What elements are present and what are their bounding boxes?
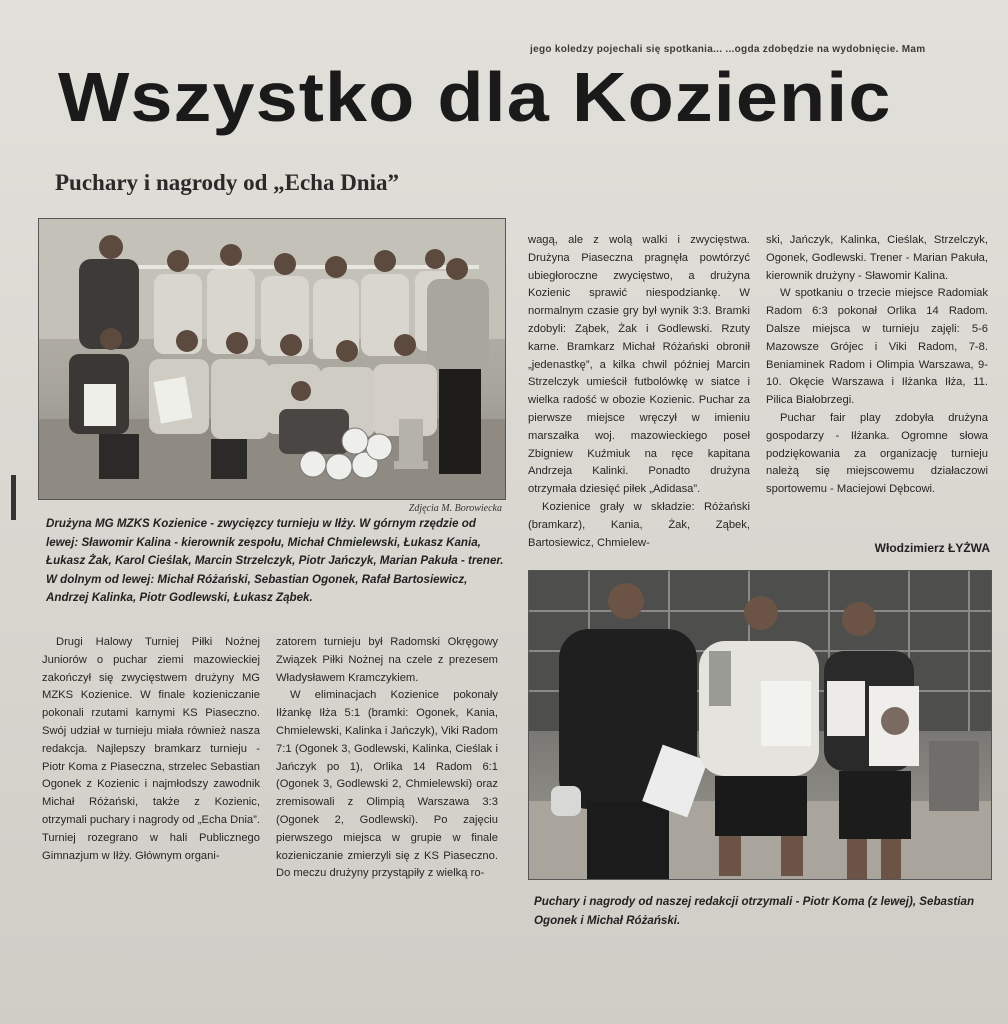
subheadline: Puchary i nagrody od „Echa Dnia” — [55, 170, 399, 195]
award-photo — [528, 570, 992, 880]
team-photo-illustration — [39, 219, 505, 499]
article-column-4 — [766, 232, 988, 499]
photo-credit: Zdjęcia M. Borowiecka — [408, 503, 502, 514]
cut-off-text-strip: jego koledzy pojechali się spotkania... ...ogda zdobędzie na wydobnięcie. Mam — [530, 44, 926, 55]
paragraph: Drugi Halowy Turniej Piłki Nożnej Juniorów o puchar ziemi mazowieckiej zakończył się zwycięstwem drużyny MG MZKS Kozienice. W finale kozieniczanie pokonali rzutami karnymi KS Piaseczno. Swój udział w turnieju miała również nasza redakcja. Najlepszy bramkarz turnieju - Piotr Koma z Piaseczna, strzelec Sebastian Ogonek z Kozienic i najmłodszy zawodnik Michał Różański, także z Kozienic, otrzymali puchary i nagrody od „Echa Dnia”. Turniej rozegrano w hali Publicznego Gimnazjum w Iłży. Głównym organi- — [42, 636, 260, 862]
paragraph: Kozienice grały w składzie: Różański (bramkarz), Kania, Żak, Ząbek, Bartosiewicz, Chmielew- — [528, 500, 750, 549]
paragraph: ski, Jańczyk, Kalinka, Cieślak, Strzelczyk, Ogonek, Godlewski. Trener - Marian Pakuła, kierownik drużyny - Sławomir Kalina. — [766, 234, 988, 282]
article-column-3 — [528, 232, 750, 552]
paragraph: zatorem turnieju był Radomski Okręgowy Związek Piłki Nożnej na czele z prezesem Władysławem Kramczykiem. — [276, 636, 498, 684]
award-photo-illustration — [529, 571, 991, 879]
award-photo-caption: Puchary i nagrody od naszej redakcji otrzymali - Piotr Koma (z lewej), Sebastian Ogonek i Michał Różański. — [534, 895, 975, 927]
paragraph: W spotkaniu o trzecie miejsce Radomiak Radom 6:3 pokonał Orlika 14 Radom. Dalsze miejsca w turnieju zajęli: 5-6 Mazowsze Grójec i Viki Radom, 7-8. Beniaminek Radom i Olimpia Warszawa, 9-10. Okęcie Warszawa i Iłżanka Iłża, 11. Pilica Białobrzegi. — [766, 287, 988, 407]
paragraph: wagą, ale z wolą walki i zwycięstwa. Drużyna Piaseczna pragnęła powtórzyć ubiegłoroczne zwycięstwo, a drużyna Kozienic sprawić niespodziankę. W normalnym czasie gry był wynik 3:3. Bramki zdobyli: Ząbek, Żak i Godlewski. Rzuty karne. Bramkarz Michał Różański obronił „jedenastkę”, a kilka chwil później Marcin Strzelczyk umieścił futbolówkę w siatce i wielka radość w obozie Kozienic. Puchar za pierwsze miejsce wręczył w imieniu marszałka woj. mazowieckiego poseł Zbigniew Kuźmiuk na ręce kapitana Andrzeja Kalinki. Ponadto drużyna otrzymała dziesięć piłek „Adidasa”. — [528, 234, 750, 496]
author-byline: Włodzimierz ŁYŻWA — [874, 541, 990, 555]
team-photo-caption: Drużyna MG MZKS Kozienice - zwycięzcy turnieju w Iłży. W górnym rzędzie od lewej: Sławomir Kalina - kierownik zespołu, Michał Chmielewski, Łukasz Kania, Łukasz Żak, Karol Cieślak, Marcin Strzelczyk, Piotr Jańczyk, Marian Pakuła - trener. W dolnym od lewej: Michał Różański, Sebastian Ogonek, Rafał Bartosiewicz, Andrzej Kalinka, Piotr Godlewski, Łukasz Ząbek. — [46, 517, 504, 604]
paragraph: W eliminacjach Kozienice pokonały Iłżankę Iłża 5:1 (bramki: Ogonek, Kania, Chmielewski, Kalinka i Jańczyk), Viki Radom 7:1 (Ogonek 3, Godlewski, Kalinka, Cieślak i Jańczyk po 1), Orlika 14 Radom 6:1 (Ogonek 3, Godlewski 2, Chmielewski) oraz zremisowali z Olimpią Warszawa 3:3 (Ogonek 2, Godlewski). Po zajęciu pierwszego miejsca w grupie w finale kozieniczanie zmierzyli się z KS Piaseczno. Do meczu drużyny przystąpiły z wielką ro- — [276, 689, 498, 880]
article-column-1 — [42, 634, 260, 865]
team-photo — [38, 218, 506, 500]
headline: Wszystko dla Kozienic — [58, 58, 892, 136]
margin-mark — [11, 475, 16, 520]
paragraph: Puchar fair play zdobyła drużyna gospodarzy - Iłżanka. Ogromne słowa podziękowania za organizację turnieju należą się miejscowemu działaczowi sportowemu - Maciejowi Dębcowi. — [766, 411, 988, 496]
article-column-2 — [276, 634, 498, 883]
